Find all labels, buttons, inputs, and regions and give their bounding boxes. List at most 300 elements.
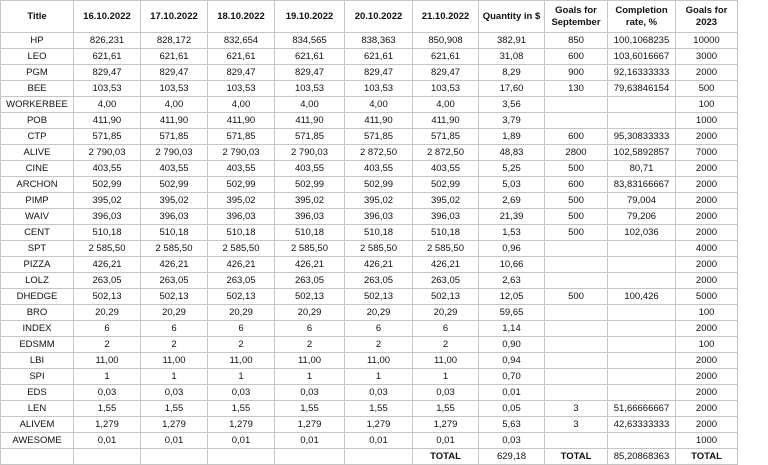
table-cell: 426,21 xyxy=(208,257,275,273)
table-cell: 11,00 xyxy=(345,353,413,369)
table-cell: 2000 xyxy=(676,273,738,289)
table-row xyxy=(1,353,738,369)
row-title-cell: CINE xyxy=(1,161,74,177)
table-cell: 500 xyxy=(545,225,608,241)
table-cell: 1,55 xyxy=(275,401,345,417)
table-row xyxy=(1,81,738,97)
row-title-cell: LOLZ xyxy=(1,273,74,289)
column-header: 19.10.2022 xyxy=(275,1,345,33)
table-cell: 2800 xyxy=(545,145,608,161)
row-title-cell: BEE xyxy=(1,81,74,97)
table-cell: 829,47 xyxy=(345,65,413,81)
table-row xyxy=(1,337,738,353)
table-cell: 510,18 xyxy=(208,225,275,241)
table-cell: 502,99 xyxy=(208,177,275,193)
table-cell: 502,13 xyxy=(208,289,275,305)
table-cell: 621,61 xyxy=(208,49,275,65)
table-row xyxy=(1,209,738,225)
table-cell xyxy=(608,241,676,257)
table-cell: 0,03 xyxy=(479,433,545,449)
table-cell: 102,036 xyxy=(608,225,676,241)
table-cell: 103,53 xyxy=(275,81,345,97)
table-cell: 1,14 xyxy=(479,321,545,337)
row-title-cell: SPT xyxy=(1,241,74,257)
table-cell: 1 xyxy=(74,369,141,385)
table-cell xyxy=(608,113,676,129)
table-row xyxy=(1,385,738,401)
table-cell: 2 xyxy=(345,337,413,353)
table-cell: 411,90 xyxy=(208,113,275,129)
table-cell: 0,01 xyxy=(345,433,413,449)
table-cell: 395,02 xyxy=(208,193,275,209)
table-cell: 0,01 xyxy=(74,433,141,449)
table-cell: 510,18 xyxy=(275,225,345,241)
table-cell: 2000 xyxy=(676,129,738,145)
table-cell: 1000 xyxy=(676,433,738,449)
total-cell: TOTAL xyxy=(413,449,479,465)
table-cell: 510,18 xyxy=(345,225,413,241)
table-cell: 396,03 xyxy=(413,209,479,225)
table-cell xyxy=(608,97,676,113)
table-cell: 5,03 xyxy=(479,177,545,193)
table-row xyxy=(1,225,738,241)
table-cell: 20,29 xyxy=(74,305,141,321)
table-cell: 0,01 xyxy=(275,433,345,449)
table-row xyxy=(1,33,738,49)
table-cell: 83,83166667 xyxy=(608,177,676,193)
table-cell: 411,90 xyxy=(275,113,345,129)
row-title-cell: CTP xyxy=(1,129,74,145)
table-cell: 502,13 xyxy=(413,289,479,305)
total-cell xyxy=(208,449,275,465)
total-cell: TOTAL xyxy=(676,449,738,465)
table-cell xyxy=(608,369,676,385)
table-cell: 103,53 xyxy=(208,81,275,97)
table-cell: 263,05 xyxy=(345,273,413,289)
table-cell xyxy=(545,305,608,321)
table-row xyxy=(1,417,738,433)
table-row xyxy=(1,97,738,113)
row-title-cell: EDSMM xyxy=(1,337,74,353)
table-row xyxy=(1,369,738,385)
table-cell: 600 xyxy=(545,129,608,145)
table-body xyxy=(1,33,738,465)
table-cell xyxy=(545,369,608,385)
table-cell: 2 xyxy=(74,337,141,353)
table-cell: 20,29 xyxy=(141,305,208,321)
table-cell xyxy=(608,353,676,369)
table-cell: 500 xyxy=(545,193,608,209)
total-cell xyxy=(1,449,74,465)
row-title-cell: AWESOME xyxy=(1,433,74,449)
table-cell: 396,03 xyxy=(141,209,208,225)
table-row xyxy=(1,177,738,193)
table-cell: 103,53 xyxy=(141,81,208,97)
table-cell: 95,30833333 xyxy=(608,129,676,145)
row-title-cell: WORKERBEE xyxy=(1,97,74,113)
table-cell: 2000 xyxy=(676,385,738,401)
table-cell: 396,03 xyxy=(208,209,275,225)
table-cell: 2000 xyxy=(676,257,738,273)
table-cell: 2000 xyxy=(676,417,738,433)
table-row xyxy=(1,273,738,289)
table-cell: 500 xyxy=(545,289,608,305)
table-cell: 20,29 xyxy=(275,305,345,321)
table-cell: 0,01 xyxy=(141,433,208,449)
table-cell: 3 xyxy=(545,417,608,433)
table-cell: 4,00 xyxy=(208,97,275,113)
table-cell: 2 xyxy=(141,337,208,353)
table-cell: 1,279 xyxy=(141,417,208,433)
table-cell: 502,99 xyxy=(74,177,141,193)
table-cell: 500 xyxy=(545,161,608,177)
table-cell: 100,426 xyxy=(608,289,676,305)
table-cell xyxy=(608,337,676,353)
table-cell: 0,03 xyxy=(413,385,479,401)
table-cell: 571,85 xyxy=(74,129,141,145)
table-cell: 502,99 xyxy=(413,177,479,193)
table-cell: 263,05 xyxy=(275,273,345,289)
table-cell: 17,60 xyxy=(479,81,545,97)
table-cell: 2000 xyxy=(676,401,738,417)
table-cell: 2 872,50 xyxy=(345,145,413,161)
table-cell: 5,25 xyxy=(479,161,545,177)
table-cell: 828,172 xyxy=(141,33,208,49)
table-cell: 502,13 xyxy=(74,289,141,305)
table-cell: 1,89 xyxy=(479,129,545,145)
table-cell: 834,565 xyxy=(275,33,345,49)
table-cell: 502,13 xyxy=(275,289,345,305)
table-cell: 2 xyxy=(413,337,479,353)
row-title-cell: PIZZA xyxy=(1,257,74,273)
row-title-cell: LEO xyxy=(1,49,74,65)
column-header: Goals for 2023 xyxy=(676,1,738,33)
table-cell: 396,03 xyxy=(275,209,345,225)
table-cell: 403,55 xyxy=(74,161,141,177)
table-cell: 0,96 xyxy=(479,241,545,257)
total-cell xyxy=(74,449,141,465)
table-cell: 2 xyxy=(208,337,275,353)
table-cell: 3000 xyxy=(676,49,738,65)
table-cell: 900 xyxy=(545,65,608,81)
table-cell: 571,85 xyxy=(345,129,413,145)
table-cell: 3 xyxy=(545,401,608,417)
table-cell: 102,5892857 xyxy=(608,145,676,161)
table-cell: 11,00 xyxy=(275,353,345,369)
table-cell: 395,02 xyxy=(141,193,208,209)
table-cell: 11,00 xyxy=(74,353,141,369)
table-cell: 1,55 xyxy=(413,401,479,417)
table-cell: 2 790,03 xyxy=(208,145,275,161)
table-cell: 0,70 xyxy=(479,369,545,385)
table-cell: 500 xyxy=(545,209,608,225)
table-cell: 571,85 xyxy=(275,129,345,145)
table-cell xyxy=(608,257,676,273)
table-row xyxy=(1,321,738,337)
table-row xyxy=(1,305,738,321)
table-cell xyxy=(545,321,608,337)
table-row xyxy=(1,257,738,273)
table-cell: 1,279 xyxy=(74,417,141,433)
table-cell: 2000 xyxy=(676,209,738,225)
row-title-cell: ALIVEM xyxy=(1,417,74,433)
row-title-cell: PIMP xyxy=(1,193,74,209)
table-cell: 0,03 xyxy=(74,385,141,401)
table-cell xyxy=(545,257,608,273)
table-cell: 0,94 xyxy=(479,353,545,369)
table-cell: 2 872,50 xyxy=(413,145,479,161)
total-cell: 629,18 xyxy=(479,449,545,465)
table-cell: 20,29 xyxy=(345,305,413,321)
table-cell: 382,91 xyxy=(479,33,545,49)
table-row xyxy=(1,241,738,257)
table-cell: 1 xyxy=(208,369,275,385)
table-cell: 5,63 xyxy=(479,417,545,433)
table-cell: 0,03 xyxy=(345,385,413,401)
table-cell: 7000 xyxy=(676,145,738,161)
table-cell: 6 xyxy=(74,321,141,337)
table-cell xyxy=(545,353,608,369)
table-cell: 2,69 xyxy=(479,193,545,209)
table-cell: 2000 xyxy=(676,353,738,369)
table-row xyxy=(1,49,738,65)
table-cell: 2 790,03 xyxy=(141,145,208,161)
table-row xyxy=(1,145,738,161)
table-cell: 4,00 xyxy=(141,97,208,113)
table-cell: 79,004 xyxy=(608,193,676,209)
table-cell: 79,63846154 xyxy=(608,81,676,97)
table-cell: 5000 xyxy=(676,289,738,305)
table-cell: 0,05 xyxy=(479,401,545,417)
table-cell: 2 585,50 xyxy=(413,241,479,257)
total-cell xyxy=(345,449,413,465)
table-cell: 502,99 xyxy=(345,177,413,193)
table-cell: 4,00 xyxy=(413,97,479,113)
table-cell: 100 xyxy=(676,97,738,113)
table-cell: 11,00 xyxy=(141,353,208,369)
table-cell: 1,279 xyxy=(413,417,479,433)
table-row xyxy=(1,129,738,145)
table-cell: 2 585,50 xyxy=(345,241,413,257)
table-cell: 396,03 xyxy=(345,209,413,225)
table-cell: 0,03 xyxy=(141,385,208,401)
table-cell: 1,55 xyxy=(345,401,413,417)
table-cell: 103,53 xyxy=(413,81,479,97)
column-header: 21.10.2022 xyxy=(413,1,479,33)
table-cell: 395,02 xyxy=(413,193,479,209)
table-cell: 1,53 xyxy=(479,225,545,241)
table-cell: 4000 xyxy=(676,241,738,257)
table-row xyxy=(1,433,738,449)
table-cell: 1 xyxy=(413,369,479,385)
table-cell: 403,55 xyxy=(413,161,479,177)
table-cell: 1000 xyxy=(676,113,738,129)
row-title-cell: EDS xyxy=(1,385,74,401)
table-cell: 0,90 xyxy=(479,337,545,353)
table-cell xyxy=(545,433,608,449)
table-cell: 829,47 xyxy=(275,65,345,81)
table-cell: 103,53 xyxy=(74,81,141,97)
table-cell: 31,08 xyxy=(479,49,545,65)
column-header: 16.10.2022 xyxy=(74,1,141,33)
table-cell: 850 xyxy=(545,33,608,49)
row-title-cell: ALIVE xyxy=(1,145,74,161)
row-title-cell: CENT xyxy=(1,225,74,241)
table-cell: 396,03 xyxy=(74,209,141,225)
table-cell: 395,02 xyxy=(345,193,413,209)
row-title-cell: PGM xyxy=(1,65,74,81)
table-cell: 829,47 xyxy=(74,65,141,81)
table-cell: 2 585,50 xyxy=(275,241,345,257)
table-cell xyxy=(608,273,676,289)
table-cell: 11,00 xyxy=(413,353,479,369)
table-cell: 2 790,03 xyxy=(275,145,345,161)
table-cell: 510,18 xyxy=(141,225,208,241)
column-header: Title xyxy=(1,1,74,33)
table-cell: 1,279 xyxy=(345,417,413,433)
table-cell: 59,65 xyxy=(479,305,545,321)
total-cell: 85,20868363 xyxy=(608,449,676,465)
total-cell xyxy=(275,449,345,465)
table-cell: 6 xyxy=(275,321,345,337)
total-row xyxy=(1,449,738,465)
table-cell: 79,206 xyxy=(608,209,676,225)
table-cell: 502,13 xyxy=(345,289,413,305)
table-cell: 621,61 xyxy=(275,49,345,65)
table-cell: 571,85 xyxy=(413,129,479,145)
table-cell: 0,01 xyxy=(479,385,545,401)
table-cell: 1 xyxy=(275,369,345,385)
table-cell: 11,00 xyxy=(208,353,275,369)
table-cell: 395,02 xyxy=(74,193,141,209)
table-cell: 263,05 xyxy=(413,273,479,289)
table-cell: 426,21 xyxy=(275,257,345,273)
table-cell: 3,56 xyxy=(479,97,545,113)
row-title-cell: BRO xyxy=(1,305,74,321)
table-row xyxy=(1,289,738,305)
header-row xyxy=(1,1,738,33)
table-cell xyxy=(545,337,608,353)
table-cell: 1,55 xyxy=(208,401,275,417)
column-header: Completion rate, % xyxy=(608,1,676,33)
table-cell: 2 585,50 xyxy=(208,241,275,257)
column-header: 20.10.2022 xyxy=(345,1,413,33)
table-cell: 2000 xyxy=(676,161,738,177)
table-cell: 2 790,03 xyxy=(74,145,141,161)
table-cell: 1,279 xyxy=(275,417,345,433)
table-cell: 1 xyxy=(345,369,413,385)
total-cell xyxy=(141,449,208,465)
table-cell: 411,90 xyxy=(413,113,479,129)
table-cell: 10000 xyxy=(676,33,738,49)
table-cell: 20,29 xyxy=(208,305,275,321)
table-cell: 850,908 xyxy=(413,33,479,49)
column-header: Quantity in $ xyxy=(479,1,545,33)
row-title-cell: WAIV xyxy=(1,209,74,225)
table-cell: 263,05 xyxy=(141,273,208,289)
table-cell: 10,66 xyxy=(479,257,545,273)
table-cell: 500 xyxy=(676,81,738,97)
table-cell: 2000 xyxy=(676,321,738,337)
column-header: 17.10.2022 xyxy=(141,1,208,33)
table-cell: 403,55 xyxy=(345,161,413,177)
row-title-cell: SPI xyxy=(1,369,74,385)
row-title-cell: ARCHON xyxy=(1,177,74,193)
table-cell: 100,1068235 xyxy=(608,33,676,49)
table-cell xyxy=(545,113,608,129)
table-cell: 42,63333333 xyxy=(608,417,676,433)
table-cell: 263,05 xyxy=(208,273,275,289)
table-cell xyxy=(545,273,608,289)
row-title-cell: LEN xyxy=(1,401,74,417)
table-row xyxy=(1,161,738,177)
table-cell: 0,01 xyxy=(208,433,275,449)
row-title-cell: INDEX xyxy=(1,321,74,337)
row-title-cell: POB xyxy=(1,113,74,129)
table-cell: 502,13 xyxy=(141,289,208,305)
table-cell: 600 xyxy=(545,177,608,193)
table-cell: 502,99 xyxy=(141,177,208,193)
table-cell: 426,21 xyxy=(141,257,208,273)
table-cell: 2000 xyxy=(676,177,738,193)
row-title-cell: DHEDGE xyxy=(1,289,74,305)
table-cell: 2,63 xyxy=(479,273,545,289)
table-row xyxy=(1,65,738,81)
table-cell: 1 xyxy=(141,369,208,385)
table-cell: 3,79 xyxy=(479,113,545,129)
table-cell: 51,66666667 xyxy=(608,401,676,417)
table-cell: 4,00 xyxy=(275,97,345,113)
table-cell: 80,71 xyxy=(608,161,676,177)
table-cell: 2 xyxy=(275,337,345,353)
table-cell: 2000 xyxy=(676,65,738,81)
table-cell: 4,00 xyxy=(74,97,141,113)
table-cell: 130 xyxy=(545,81,608,97)
table-cell: 832,654 xyxy=(208,33,275,49)
table-cell: 600 xyxy=(545,49,608,65)
table-cell: 0,03 xyxy=(275,385,345,401)
table-cell: 829,47 xyxy=(141,65,208,81)
row-title-cell: LBI xyxy=(1,353,74,369)
table-cell: 411,90 xyxy=(74,113,141,129)
table-cell: 411,90 xyxy=(345,113,413,129)
table-cell: 2000 xyxy=(676,193,738,209)
table-cell: 0,01 xyxy=(413,433,479,449)
table-cell: 6 xyxy=(141,321,208,337)
table-cell: 403,55 xyxy=(208,161,275,177)
table-cell: 92,16333333 xyxy=(608,65,676,81)
table-row xyxy=(1,193,738,209)
row-title-cell: HP xyxy=(1,33,74,49)
table-cell: 100 xyxy=(676,337,738,353)
table-cell xyxy=(545,385,608,401)
table-cell: 2 585,50 xyxy=(141,241,208,257)
table-cell: 4,00 xyxy=(345,97,413,113)
table-cell: 103,53 xyxy=(345,81,413,97)
table-cell: 510,18 xyxy=(74,225,141,241)
table-cell: 426,21 xyxy=(413,257,479,273)
table-cell xyxy=(608,385,676,401)
table-cell: 571,85 xyxy=(141,129,208,145)
column-header: Goals for September xyxy=(545,1,608,33)
table-cell: 621,61 xyxy=(345,49,413,65)
table-cell xyxy=(608,321,676,337)
table-cell: 826,231 xyxy=(74,33,141,49)
table-cell: 2 585,50 xyxy=(74,241,141,257)
table-cell: 2000 xyxy=(676,369,738,385)
table-row xyxy=(1,401,738,417)
table-cell: 403,55 xyxy=(275,161,345,177)
